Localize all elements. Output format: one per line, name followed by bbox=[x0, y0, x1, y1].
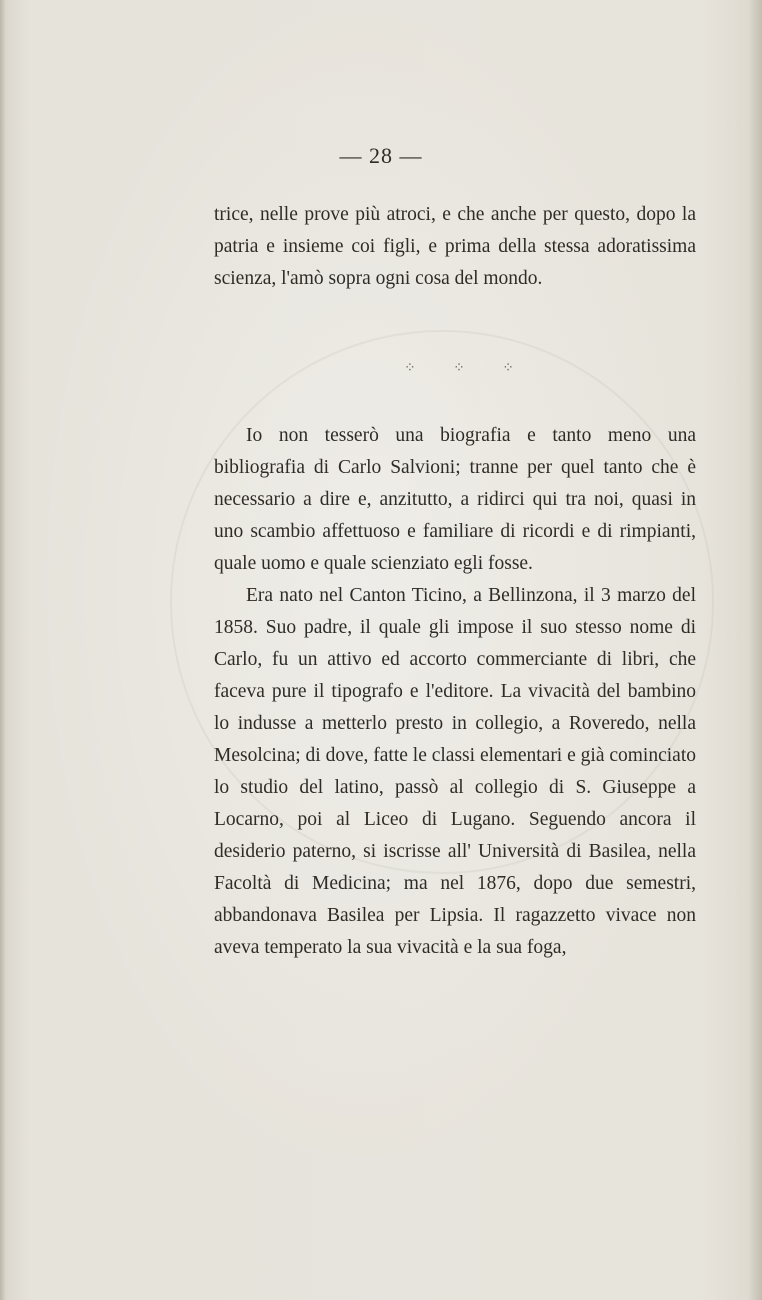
separator-ornament-1: ⁘ bbox=[404, 361, 416, 376]
page-left-edge-shadow bbox=[0, 0, 6, 1300]
paragraph-continuation bbox=[214, 199, 696, 295]
paragraph-2: Io non tesserò una biografia e tanto meno una bibliografia di Carlo Salvioni; tranne per quel tanto che è necessario a dire e, anzitutto, a ridirci qui tra noi, quasi in uno scambio affettuoso e familiare di ricordi e di rimpianti, quale uomo e quale scienziato egli fosse. bbox=[214, 425, 696, 574]
page-number: — 28 — bbox=[339, 143, 423, 168]
section-separator bbox=[404, 360, 514, 377]
separator-ornament-2: ⁘ bbox=[453, 361, 465, 376]
main-text bbox=[214, 420, 696, 964]
page-right-edge-shadow bbox=[748, 0, 762, 1300]
paragraph-3: Era nato nel Canton Ticino, a Bellinzona, il 3 marzo del 1858. Suo padre, il quale gli impose il suo stesso nome di Carlo, fu un attivo ed accorto commerciante di libri, che faceva pure il tipografo e l'editore. La vivacità del bambino lo indusse a metterlo presto in collegio, a Roveredo, nella Mesolcina; di dove, fatte le classi elementari e già cominciato lo studio del latino, passò al collegio di S. Giuseppe a Locarno, poi al Liceo di Lugano. Seguendo ancora il desiderio paterno, si iscrisse all' Università di Basilea, nella Facoltà di Medicina; ma nel 1876, dopo due semestri, abbandonava Basilea per Lipsia. Il ragazzetto vivace non aveva temperato la sua vivacità e la sua foga, bbox=[214, 585, 696, 958]
paragraph-1: trice, nelle prove più atroci, e che anche per questo, dopo la patria e insieme coi figli, e prima della stessa adoratissima scienza, l'amò sopra ogni cosa del mondo. bbox=[214, 204, 696, 289]
separator-ornament-3: ⁘ bbox=[502, 361, 514, 376]
